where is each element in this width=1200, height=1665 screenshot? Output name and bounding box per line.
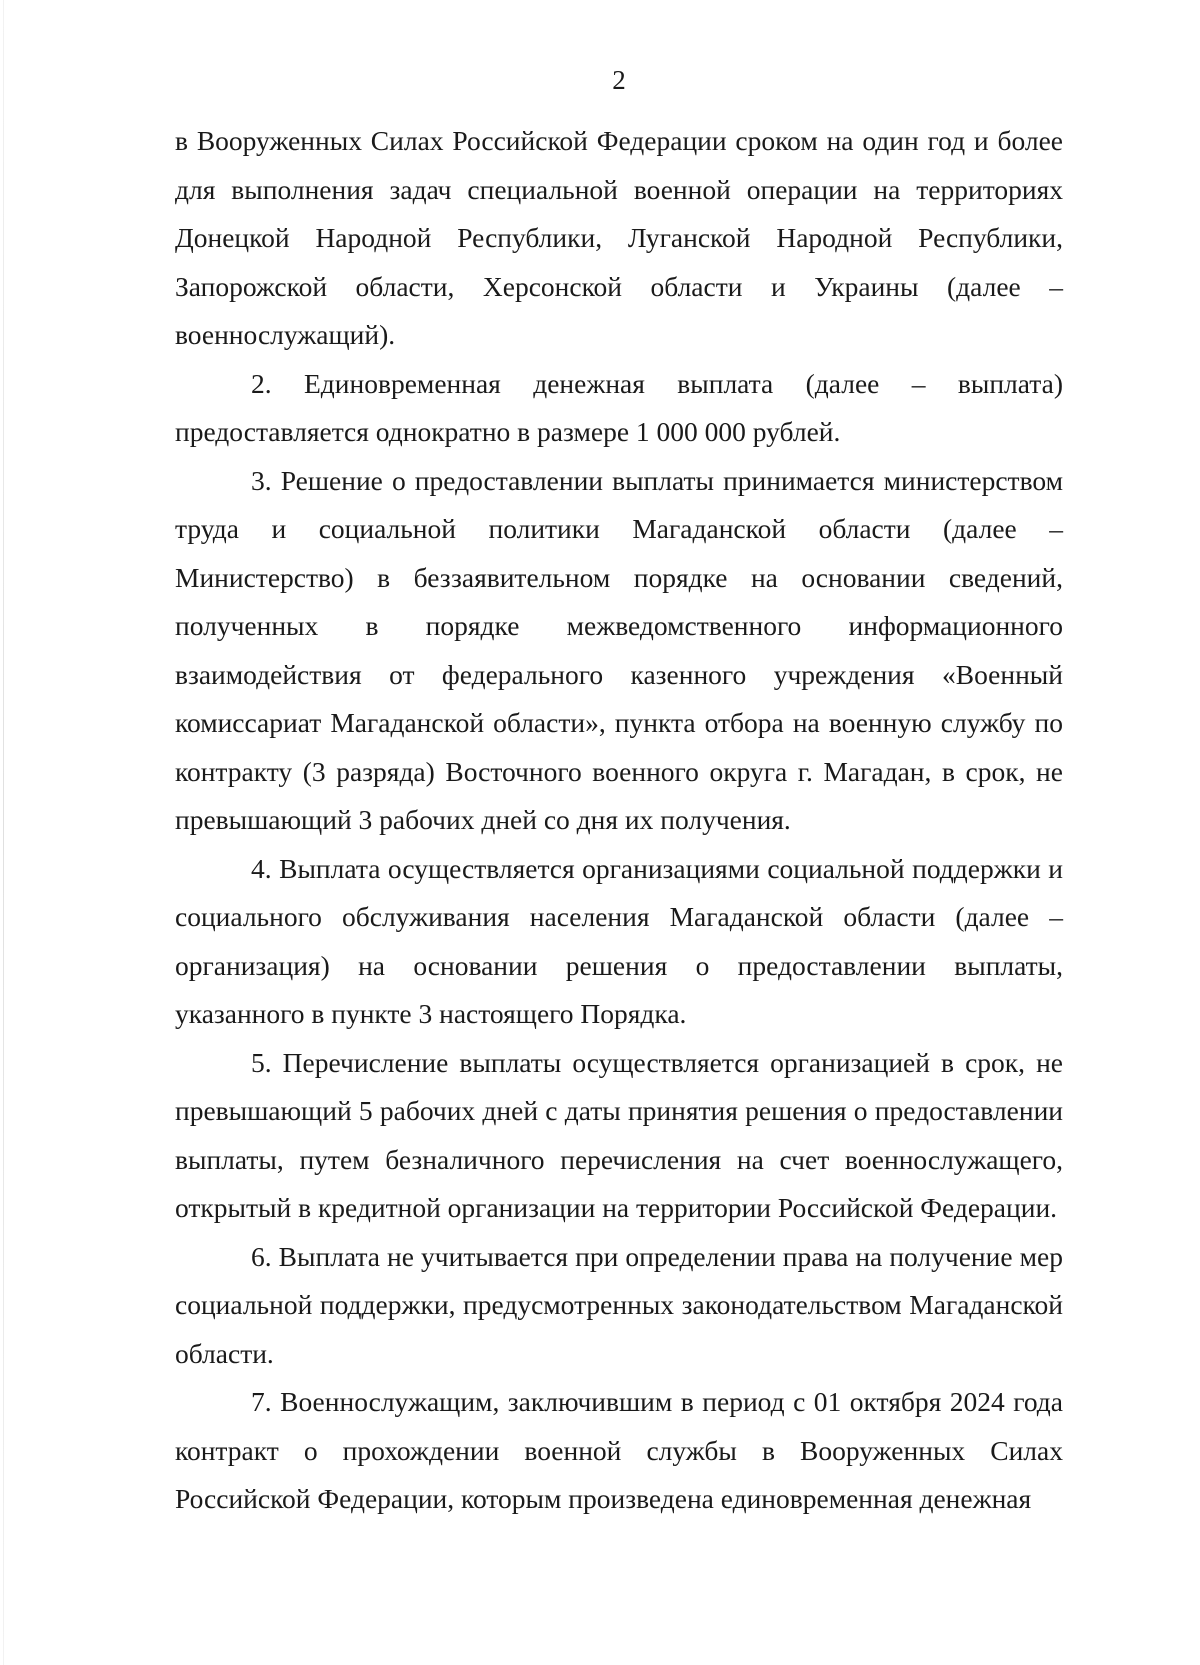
document-body (175, 117, 1063, 1524)
paragraph-continuation: в Вооруженных Силах Российской Федерации сроком на один год и более для выполнения задач специальной военной операции на территориях Донецкой Народной Республики, Луганской Народной Республики, Запорожской области, Херсонской области и Украины (далее – военнослужащий). (175, 125, 1063, 350)
paragraph-item-6: 6. Выплата не учитывается при определении права на получение мер социальной поддержки, предусмотренных законодательством Магаданской области. (175, 1240, 1063, 1369)
paragraph-item-5: 5. Перечисление выплаты осуществляется организацией в срок, не превышающий 5 рабочих дней с даты принятия решения о предоставлении выплаты, путем безналичного перечисления на счет военнослужащего, открытый в кредитной организации на территории Российской Федерации. (175, 1046, 1063, 1223)
scan-edge (3, 0, 4, 1665)
page-number: 2 (612, 65, 626, 95)
paragraph-item-3: 3. Решение о предоставлении выплаты принимается министерством труда и социальной политики Магаданской области (далее – Министерство) в беззаявительном порядке на основании сведений, полученных в порядке межведомственного информационного взаимодействия от федерального казенного учреждения «Военный комиссариат Магаданской области», пункта отбора на военную службу по контракту (3 разряда) Восточного военного округа г. Магадан, в срок, не превышающий 3 рабочих дней со дня их получения. (175, 464, 1063, 835)
paragraph-item-2: 2. Единовременная денежная выплата (далее – выплата) предоставляется однократно в размере 1 000 000 рублей. (175, 367, 1063, 447)
paragraph-item-7: 7. Военнослужащим, заключившим в период с 01 октября 2024 года контракт о прохождении военной службы в Вооруженных Силах Российской Федерации, которым произведена единовременная денежная (175, 1386, 1063, 1514)
paragraph-item-4: 4. Выплата осуществляется организациями социальной поддержки и социального обслуживания населения Магаданской области (далее – организация) на основании решения о предоставлении выплаты, указанного в пункте 3 настоящего Порядка. (175, 852, 1063, 1029)
